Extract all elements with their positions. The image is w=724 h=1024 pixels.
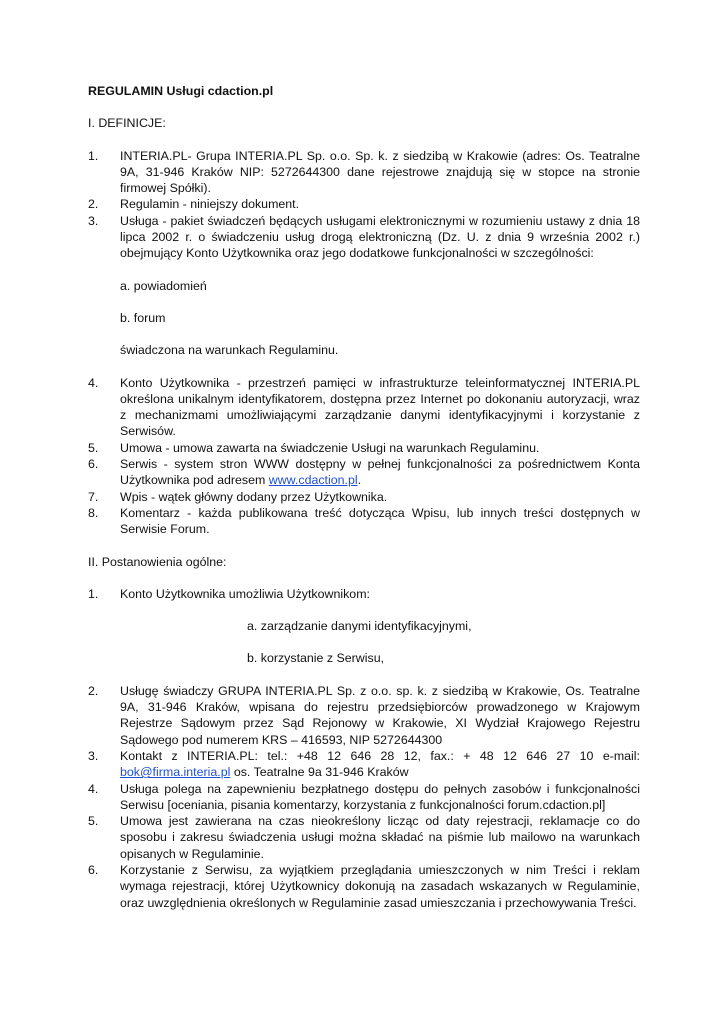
item-text: Komentarz - każda publikowana treść dotycząca Wpisu, lub innych treści dostępnych w Serwisie Forum. [120,505,640,537]
item-number: 2. [88,683,99,698]
item-number: 5. [88,440,99,455]
document-title: REGULAMIN Usługi cdaction.pl [88,84,274,98]
item-number: 7. [88,489,99,504]
list-item [88,196,640,212]
item-text-before: Kontakt z INTERIA.PL: tel.: +48 12 646 28 12, fax.: + 48 12 646 27 10 e-mail: [120,748,640,763]
list-item [88,148,640,197]
item-number: 6. [88,862,99,877]
item-text: Regulamin - niniejszy dokument. [120,197,300,212]
list-item [88,813,640,862]
list-item [88,748,640,781]
item-number: 2. [88,197,99,212]
item-number: 4. [88,781,99,796]
item-text: Wpis - wątek główny dodany przez Użytkownika. [120,489,388,504]
item-text: Konto Użytkownika umożliwia Użytkownikom: [120,586,370,601]
list-item [88,683,640,748]
list-item [88,440,640,456]
sub-item-b: b. forum [120,310,166,325]
section-definitions-heading: I. DEFINICJE: [88,116,166,131]
item-number: 3. [88,213,99,228]
item-number: 4. [88,375,99,390]
sub-item-a: a. zarządzanie danymi identyfikacyjnymi, [247,619,472,634]
item-number: 1. [88,148,99,163]
item-text: Usługę świadczy GRUPA INTERIA.PL Sp. z o.o. sp. k. z siedzibą w Krakowie, Os. Teatralne 9A, 31-946 Kraków, wpisana do rejestru przedsiębiorców prowadzonego w Krajowym Rejestrze Sądowym przez Sąd Rejonowy w Krakowie, XI Wydział Krajowego Rejestru Sądowego pod numerem KRS – 416593, NIP 5272644300 [120,683,640,747]
list-item [88,456,640,489]
definitions-list [88,148,640,538]
item-text: Umowa jest zawierana na czas nieokreślony licząc od daty rejestracji, reklamacje co do sposobu i zakresu świadczenia usługi można składać na piśmie lub mailowo na warunkach opisanych w Regulaminie. [120,814,640,861]
item-text: Usługa - pakiet świadczeń będących usługami elektronicznymi w rozumieniu ustawy z dnia 18 lipca 2002 r. o świadczeniu usług drogą elektroniczną (Dz. U. z dnia 9 września 2002 r.) obejmujący Konto Użytkownika oraz jego dodatkowe funkcjonalności w szczególności: [120,213,640,261]
item-number: 1. [88,586,99,601]
item-text: Usługa polega na zapewnieniu bezpłatnego dostępu do pełnych zasobów i funkcjonalności Serwisu [oceniania, pisania komentarzy, korzystania z funkcjonalności forum.cdaction.pl] [120,781,640,812]
list-item [88,213,640,359]
list-item [88,781,640,814]
list-item [88,862,640,911]
sub-list [120,618,640,667]
sub-list [120,278,640,359]
item-text: INTERIA.PL- Grupa INTERIA.PL Sp. o.o. Sp. k. z siedzibą w Krakowie (adres: Os. Teatralne 9A, 31-946 Kraków NIP: 5272644300 dane rejestrowe znajdują się w stopce na stronie firmowej Spółki). [120,148,640,196]
section-general-heading: II. Postanowienia ogólne: [88,554,227,569]
item-number: 3. [88,748,99,763]
sub-note: świadczona na warunkach Regulaminu. [120,343,339,358]
document-page [88,83,640,927]
list-item [88,505,640,538]
cdaction-link[interactable]: www.cdaction.pl [268,473,358,488]
item-text-before: Serwis - system stron WWW dostępny w pełnej funkcjonalności za pośrednictwem Konta Użytkownika pod adresem [120,457,640,488]
list-item [88,586,640,667]
general-provisions-list [88,586,640,911]
sub-item-b: b. korzystanie z Serwisu, [247,651,385,666]
item-text: Konto Użytkownika - przestrzeń pamięci w infrastrukturze teleinformatycznej INTERIA.PL określona unikalnym identyfikatorem, dostępna przez Internet po dokonaniu autoryzacji, wraz z mechanizmami umożliwiającymi zarządzanie danymi identyfikacyjnymi i korzystanie z Serwisów. [120,375,640,439]
item-text: Korzystanie z Serwisu, za wyjątkiem przeglądania umieszczonych w nim Treści i reklam wymaga rejestracji, której Użytkownicy dokonują na zasadach wskazanych w Regulaminie, oraz uwzględnienia określonych w Regulaminie zasad umieszczania i przechowywania Treści. [120,862,640,910]
item-number: 6. [88,457,99,472]
item-text-after: . [357,473,362,488]
item-number: 8. [88,505,99,520]
email-link[interactable]: bok@firma.interia.pl [120,765,231,780]
sub-item-a: a. powiadomień [120,278,207,293]
list-item [88,489,640,505]
item-text: Umowa - umowa zawarta na świadczenie Usługi na warunkach Regulaminu. [120,440,540,455]
item-number: 5. [88,814,99,829]
list-item [88,375,640,440]
item-text-after: os. Teatralne 9a 31-946 Kraków [230,765,409,780]
